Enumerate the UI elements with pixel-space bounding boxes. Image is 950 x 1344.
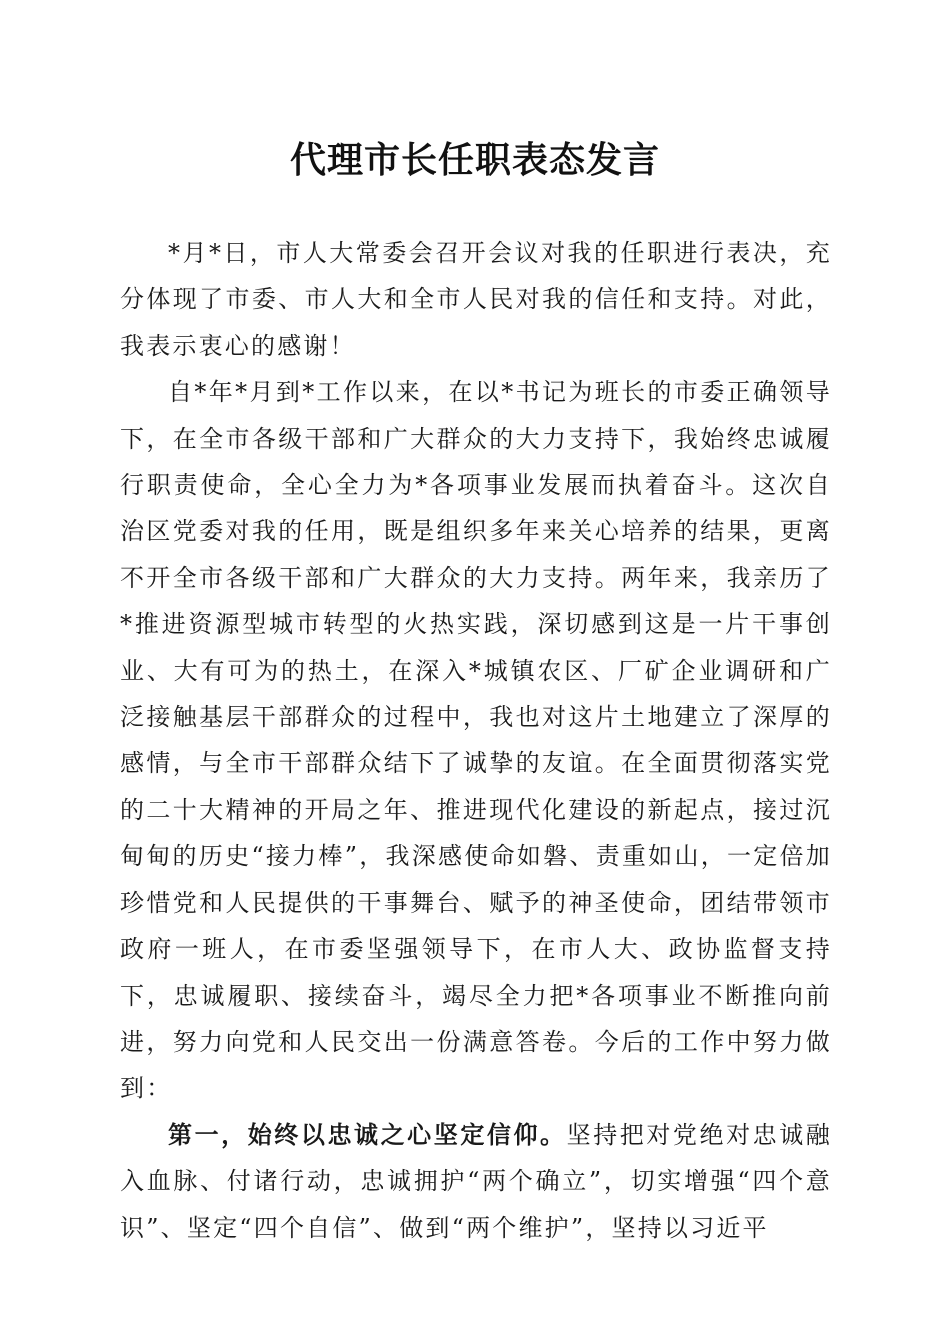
document-body	[120, 230, 832, 1251]
paragraph-1	[120, 230, 832, 369]
paragraph-1-text: *月*日，市人大常委会召开会议对我的任职进行表决，充分体现了市委、市人大和全市人民对我的信任和支持。对此，我表示衷心的感谢！	[120, 239, 832, 360]
document-title: 代理市长任职表态发言	[289, 139, 660, 181]
paragraph-3-lead: 第一，始终以忠诚之心坚定信仰。	[168, 1119, 567, 1149]
paragraph-2-text: 自*年*月到*工作以来，在以*书记为班长的市委正确领导下，在全市各级干部和广大群众的大力支持下，我始终忠诚履行职责使命，全心全力为*各项事业发展而执着奋斗。这次自治区党委对我的任用，既是组织多年来关心培养的结果，更离不开全市各级干部和广大群众的大力支持。两年来，我亲历了*推进资源型城市转型的火热实践，深切感到这是一片干事创业、大有可为的热土，在深入*城镇农区、厂矿企业调研和广泛接触基层干部群众的过程中，我也对这片土地建立了深厚的感情，与全市干部群众结下了诚挚的友谊。在全面贯彻落实党的二十大精神的开局之年、推进现代化建设的新起点，接过沉甸甸的历史“接力棒”，我深感使命如磐、责重如山，一定倍加珍惜党和人民提供的干事舞台、赋予的神圣使命，团结带领市政府一班人，在市委坚强领导下，在市人大、政协监督支持下，忠诚履职、接续奋斗，竭尽全力把*各项事业不断推向前进，努力向党和人民交出一份满意答卷。今后的工作中努力做到：	[120, 378, 832, 1103]
paragraph-3	[120, 1112, 832, 1251]
paragraph-3-text: 坚持把对党绝对忠诚融入血脉、付诸行动，忠诚拥护“两个确立”，切实增强“四个意识”、坚定“四个自信”、做到“两个维护”，坚持以习近平	[120, 1120, 832, 1242]
paragraph-2	[120, 369, 832, 1112]
